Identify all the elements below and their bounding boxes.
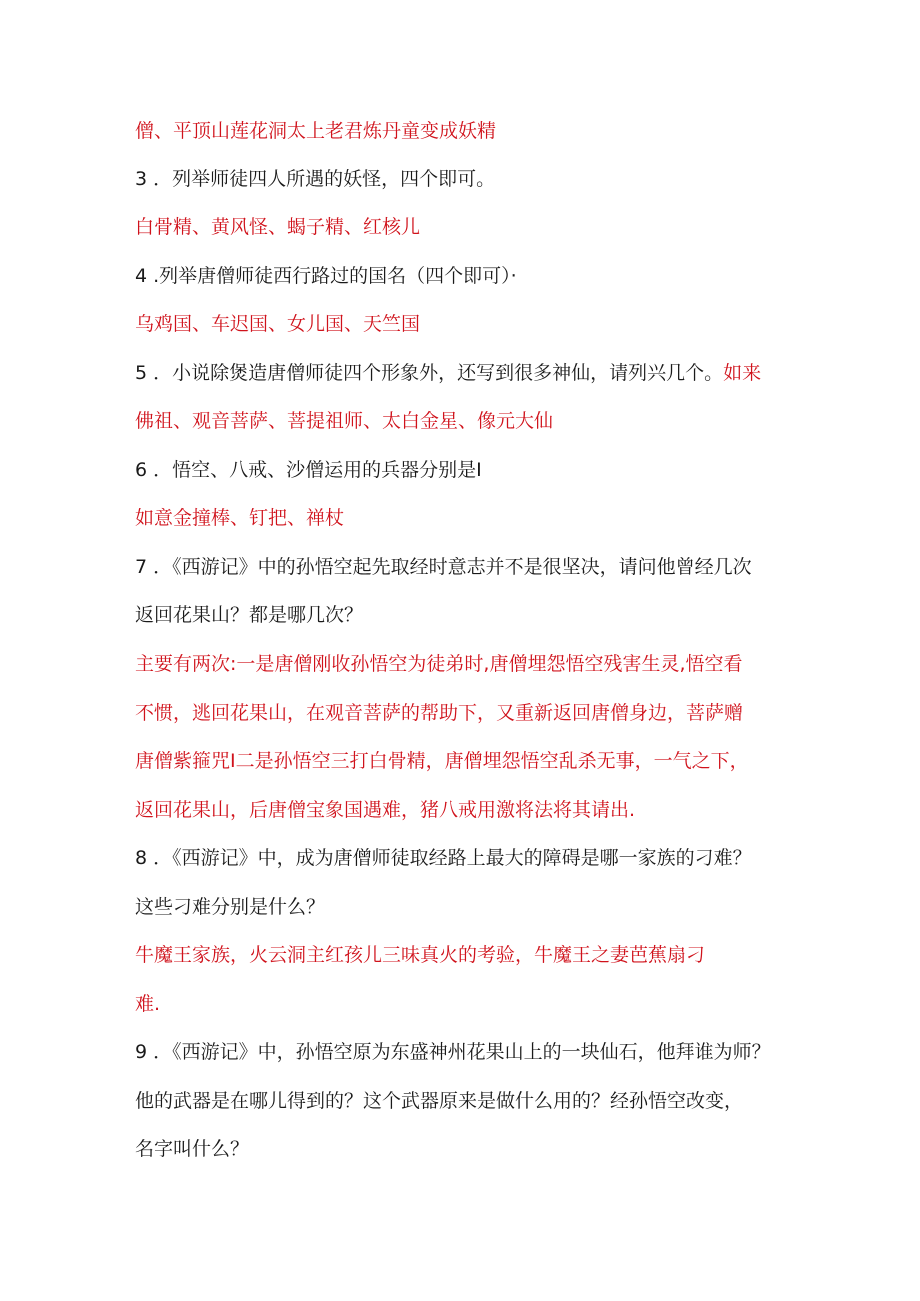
question-line: 6 ．悟空、八戒、沙僧运用的兵器分别是I	[135, 459, 482, 481]
answer-line: 不惯，逃回花果山，在观音菩萨的帮助下，又重新返回唐僧身边，菩萨赠	[135, 702, 744, 724]
answer-line: 主要有两次:一是唐僧刚收孙悟空为徒弟时,唐僧埋怨悟空残害生灵,悟空看	[135, 653, 743, 675]
question-line: 7 ．《西游记》中的孙悟空起先取经时意志并不是很坚决，请问他曾经几次	[135, 556, 752, 578]
question-line: 9 ．《西游记》中，孙悟空原为东盛神州花果山上的一块仙石，他拜谁为师？	[135, 1041, 771, 1063]
answer-line: 返回花果山，后唐僧宝象国遇难，猪八戒用激将法将其请出.	[135, 799, 636, 821]
question-line: 这些刁难分别是什么？	[135, 896, 326, 918]
answer-line: 僧、平顶山莲花洞太上老君炼丹童变成妖精	[135, 120, 497, 142]
answer-line: 唐僧紫箍咒I二是孙悟空三打白骨精，唐僧埋怨悟空乱杀无事，一气之下，	[135, 750, 749, 772]
answer-line: 牛魔王家族，火云洞主红孩儿三味真火的考验，牛魔王之妻芭蕉扇刁	[135, 944, 706, 966]
answer-inline-text: 如来	[723, 362, 762, 384]
question-line: 名字叫什么？	[135, 1138, 250, 1160]
question-line: 他的武器是在哪儿得到的？这个武器原来是做什么用的？经孙悟空改变，	[135, 1090, 744, 1112]
answer-line: 如意金撞棒、钉把、禅杖	[135, 507, 345, 529]
question-text: 5 ．小说除煲造唐僧师徒四个形象外，还写到很多神仙，请列兴几个。	[135, 362, 724, 384]
question-line: 返回花果山？都是哪几次？	[135, 604, 364, 626]
answer-line: 佛祖、观音菩萨、菩提祖师、太白金星、像元大仙	[135, 410, 554, 432]
question-line: 4 .列举唐僧师徒西行路过的国名（四个即可）·	[135, 265, 517, 287]
question-line	[135, 358, 795, 388]
question-line: 8 ．《西游记》中，成为唐僧师徒取经路上最大的障碍是哪一家族的刁难？	[135, 847, 752, 869]
answer-line: 白骨精、黄风怪、蝎子精、红核儿	[135, 216, 421, 238]
question-line: 3 ．列举师徒四人所遇的妖怪，四个即可。	[135, 168, 496, 190]
answer-line: 难.	[135, 993, 161, 1015]
answer-line: 乌鸡国、车迟国、女儿国、天竺国	[135, 313, 421, 335]
